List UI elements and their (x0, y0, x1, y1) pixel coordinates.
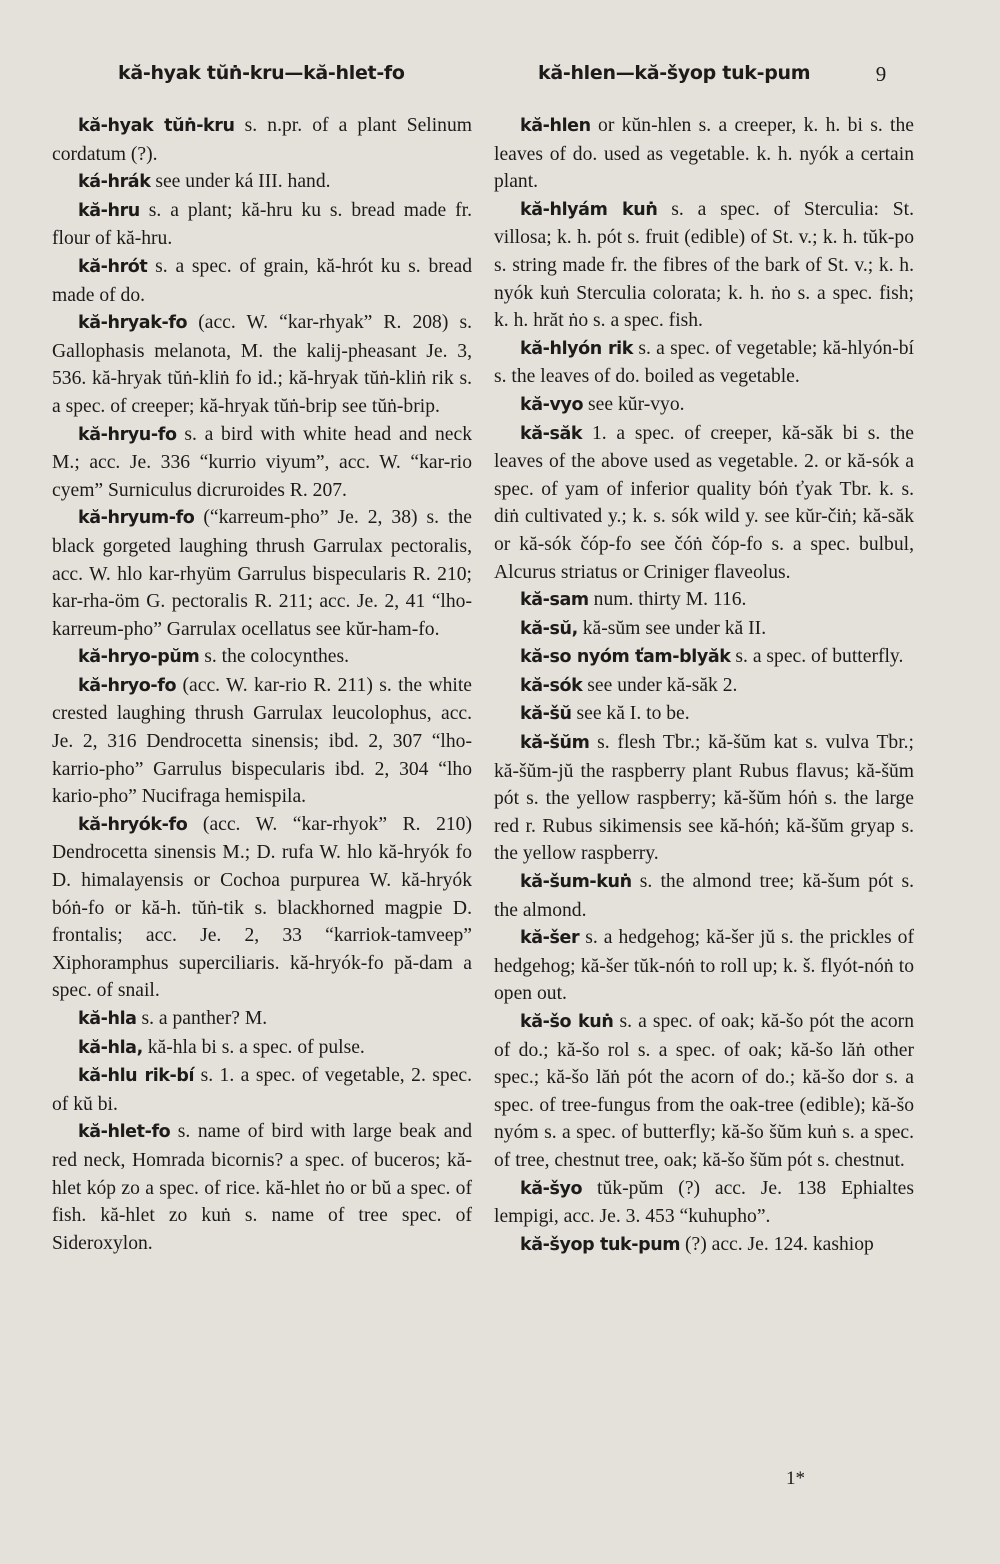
dictionary-entry (52, 421, 472, 505)
dictionary-entry (494, 643, 914, 672)
definition: s. a plant; kă-hru ku s. bread made fr. flour of kă-hru. (52, 199, 472, 250)
headword: kă-šo kuṅ (520, 1012, 614, 1032)
definition: (acc. W. “kar-rhyak” R. 208) s. Gallophasis melanota, M. the kalij-pheasant Je. 3, 536. kă-hryak tŭṅ-kliṅ fo id.; kă-hryak tŭṅ-kliṅ rik s. a spec. of creeper; kă-hryak tŭṅ-brip see tŭṅ-brip. (52, 312, 472, 417)
dictionary-entry (494, 1008, 914, 1175)
dictionary-entry (494, 586, 914, 615)
headword: kă-sók (520, 675, 583, 696)
dictionary-entry (52, 112, 472, 168)
running-header (0, 62, 1000, 92)
headword: kă-hryók-fo (78, 814, 188, 835)
dictionary-entry (494, 112, 914, 196)
headword: kă-so nyóm ťam-blyăk (520, 647, 731, 668)
headword: kă-vyo (520, 394, 584, 415)
headword: kă-hru (78, 200, 140, 221)
headword: kă-šer (520, 928, 580, 949)
headword: ká-hrák (78, 172, 151, 193)
dictionary-entry (52, 253, 472, 309)
dictionary-entry (52, 811, 472, 1005)
headword: kă-šŭm (520, 733, 590, 754)
headword: kă-hryum-fo (78, 508, 195, 529)
definition: see kă I. to be. (571, 703, 690, 725)
headword: kă-hrót (78, 256, 148, 277)
definition: s. a spec. of grain, kă-hrót ku s. bread made of do. (52, 255, 472, 306)
definition: s. n.pr. of a plant Selinum cordatum (?). (52, 115, 473, 165)
headword: kă-hryak-fo (78, 313, 188, 334)
headword: kă-hryo-fo (78, 675, 177, 696)
dictionary-entry (494, 335, 914, 391)
headword: kă-šum-kuṅ (520, 872, 632, 893)
dictionary-entry (52, 197, 472, 253)
definition: s. a bird with white head and neck M.; acc. Je. 336 “kurrio viyum”, acc. W. “kar-rio cyem” Surniculus dicruroides R. 207. (52, 423, 472, 501)
dictionary-entry (494, 196, 914, 335)
headword: kă-hlu rik-bí (78, 1066, 195, 1087)
definition: kă-sŭm see under kă II. (577, 617, 767, 639)
headword: kă-hla, (78, 1037, 143, 1058)
headword: kă-šyo (520, 1178, 583, 1199)
definition: or kŭn-hlen s. a creeper, k. h. bi s. the leaves of do. used as vegetable. k. h. nyók a certain plant. (494, 115, 914, 193)
headword: kă-sam (520, 590, 589, 611)
definition: (?) acc. Je. 124. kashiop (680, 1233, 874, 1255)
definition: (acc. W. kar-rio R. 211) s. the white crested laughing thrush Garrulax leucolophus, acc. Je. 2, 316 Dendrocetta sinensis; ibd. 2, 307 “lho-karrio-pho” Garrulus bispecularis ibd. 2, 304 “lho kario-pho” Nucifraga hemispila. (52, 674, 472, 808)
definition: s. a spec. of Sterculia: St. villosa; k. h. pót s. fruit (edible) of St. v.; k. h. tŭk-po s. string made fr. the fibres of the bark of St. v.; k. h. nyók kuṅ Sterculia colorata; k. h. ṅo s. a spec. fish; k. h. hrăt ṅo s. a spec. fish. (494, 198, 914, 332)
dictionary-entry (52, 168, 472, 197)
definition: (acc. W. “kar-rhyok” R. 210) Dendrocetta sinensis M.; D. rufa W. hlo kă-hryók fo D. himalayensis or Cochoa purpurea W. kă-hryók bóṅ-fo or kă-h. tŭṅ-tik s. blackhorned magpie D. frontalis; acc. Je. 2, 33 “karriok-tamveep” Xiphoramphus superciliaris. kă-hryók-fo pă-dam a spec. of snail. (52, 813, 472, 1002)
page-number: 9 (875, 62, 886, 86)
definition: tŭk-pŭm (?) acc. Je. 138 Ephialtes lempigi, acc. Je. 3. 453 “kuhupho”. (494, 1177, 914, 1228)
definition: (“karreum-pho” Je. 2, 38) s. the black gorgeted laughing thrush Garrulax pectoralis, acc. W. hlo kar-rhyüm Garrulus bispecularis R. 210; kar-rha-öm G. pectoralis R. 211; acc. Je. 2, 41 “lho-karreum-pho” Garrulax ocellatus see kŭr-ham-fo. (52, 507, 472, 640)
dictionary-entry (52, 309, 472, 420)
headword: kă-hyak tŭṅ-kru (78, 116, 235, 136)
headword: kă-hla (78, 1009, 137, 1029)
dictionary-entry (494, 700, 914, 729)
header-center: kă-hlen—kă-šyop tuk-pum (538, 62, 811, 84)
headword: kă-hlet-fo (78, 1122, 171, 1143)
dictionary-entry (494, 1175, 914, 1231)
dictionary-entry (494, 868, 914, 924)
definition: s. a spec. of butterfly. (730, 646, 904, 668)
headword: kă-hlyám kuṅ (520, 199, 658, 220)
dictionary-entry (494, 672, 914, 701)
left-column (52, 112, 472, 1257)
signature-mark: 1* (786, 1468, 805, 1489)
headword: kă-hryo-pŭm (78, 647, 200, 668)
definition: s. a panther? M. (136, 1008, 268, 1029)
definition: s. a spec. of vegetable; kă-hlyón-bí s. the leaves of do. boiled as vegetable. (494, 337, 914, 388)
definition: s. 1. a spec. of vegetable, 2. spec. of kŭ bi. (52, 1065, 472, 1115)
definition: num. thirty M. 116. (588, 589, 747, 611)
dictionary-entry (494, 391, 914, 420)
dictionary-entry (494, 615, 914, 644)
definition: s. the colocynthes. (199, 646, 349, 668)
headword: kă-hryu-fo (78, 424, 177, 445)
definition: see under ká III. hand. (150, 171, 331, 193)
definition: s. a hedgehog; kă-šer jŭ s. the prickles of hedgehog; kă-šer tŭk-nóṅ to roll up; k. š. flyót-nóṅ to open out. (494, 927, 914, 1005)
header-left: kă-hyak tŭṅ-kru—kă-hlet-fo (118, 62, 405, 84)
headword: kă-săk (520, 423, 583, 444)
definition: see under kă-săk 2. (582, 674, 738, 696)
dictionary-entry (494, 924, 914, 1008)
headword: kă-šyop tuk-pum (520, 1234, 681, 1255)
headword: kă-šŭ (520, 704, 572, 725)
definition: s. the almond tree; kă-šum pót s. the almond. (494, 871, 914, 921)
dictionary-entry (494, 1231, 914, 1260)
dictionary-entry (52, 1005, 472, 1034)
headword: kă-hlen (520, 116, 591, 136)
definition: s. flesh Tbr.; kă-šŭm kat s. vulva Tbr.; kă-šŭm-jŭ the raspberry plant Rubus flavus; kă-šŭm pót s. the yellow raspberry; kă-šŭm hóṅ s. the large red r. Rubus sikimensis see kă-hóṅ; kă-šŭm gryap s. the yellow raspberry. (494, 732, 914, 865)
headword: kă-hlyón rik (520, 338, 634, 359)
dictionary-entry (52, 1118, 472, 1257)
dictionary-entry (494, 729, 914, 868)
right-column (494, 112, 914, 1259)
definition: kă-hla bi s. a spec. of pulse. (142, 1036, 365, 1058)
definition: see kŭr-vyo. (583, 393, 685, 415)
definition: s. a spec. of oak; kă-šo pót the acorn of do.; kă-šo rol s. a spec. of oak; kă-šo lăṅ other spec.; kă-šo lăṅ pót the acorn of do.; kă-šo dor s. a spec. of tree-fungus from the oak-tree (edible); kă-šo nyóm s. a spec. of butterfly; kă-šo šŭm kuṅ s. a spec. of tree, chestnut tree, oak; kă-šo šŭm pót s. chestnut. (494, 1011, 914, 1171)
dictionary-entry (52, 1062, 472, 1118)
dictionary-entry (52, 504, 472, 643)
dictionary-entry (52, 643, 472, 672)
headword: kă-sŭ, (520, 618, 578, 639)
dictionary-entry (52, 1034, 472, 1063)
definition: 1. a spec. of creeper, kă-săk bi s. the leaves of the above used as vegetable. 2. or kă-sók a spec. of yam of inferior quality bóṅ ťyak Tbr. k. s. diṅ cultivated y.; k. s. sók wild y. see kŭr-čiṅ; kă-săk or kă-sók čóp-fo see čóṅ čóp-fo s. a spec. bulbul, Alcurus striatus or Criniger flaveolus. (494, 422, 914, 583)
dictionary-entry (494, 420, 914, 587)
definition: s. name of bird with large beak and red neck, Homrada bicornis? a spec. of buceros; kă-hlet kóp zo a spec. of rice. kă-hlet ṅo or bŭ a spec. of fish. kă-hlet zo kuṅ s. name of tree spec. of Sideroxylon. (52, 1121, 472, 1254)
dictionary-entry (52, 672, 472, 811)
